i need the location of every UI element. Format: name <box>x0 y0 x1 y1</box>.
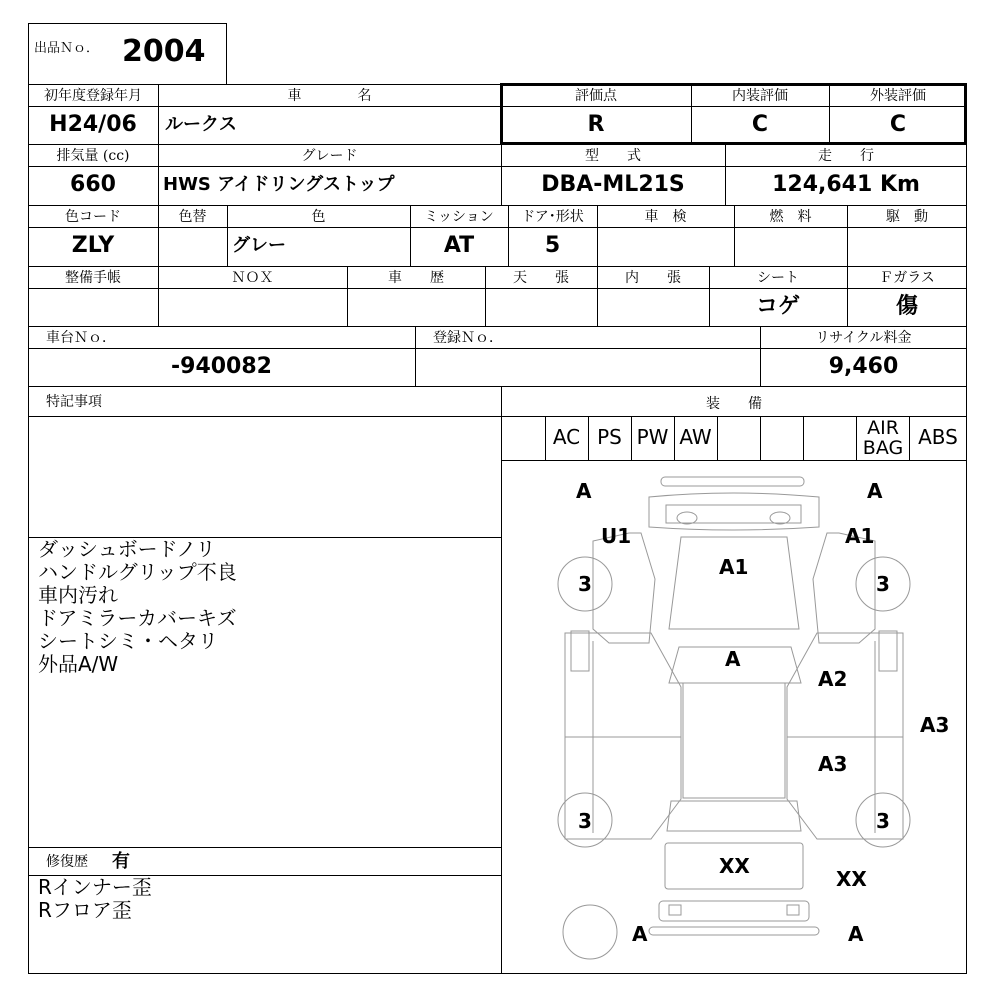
remark-line: ドアミラーカバーキズ <box>38 606 237 630</box>
damage-mark: XX <box>719 854 750 878</box>
car-name-label: 車 名 <box>287 88 372 104</box>
damage-mark: U1 <box>601 524 632 548</box>
interior-label: 内装評価 <box>732 88 788 104</box>
service-label: 整備手帳 <box>65 270 121 286</box>
nox-label: ＮＯＸ <box>231 270 274 286</box>
damage-mark: 3 <box>876 572 890 596</box>
damage-mark: A <box>848 922 864 946</box>
remark-line: 外品A/W <box>38 652 119 676</box>
damage-mark: A <box>576 479 592 503</box>
color-value: グレー <box>232 235 286 256</box>
repair-value: 有 <box>112 851 130 872</box>
spare-tire-circle <box>563 905 617 959</box>
repair-label: 修復歴 <box>46 854 88 870</box>
mileage-label: 走 行 <box>818 148 874 164</box>
recycle-value: 9,460 <box>828 354 899 379</box>
equip-pw: PW <box>636 425 669 449</box>
seat-label: シート <box>757 270 799 286</box>
cc-label: 排気量 (cc) <box>56 148 130 164</box>
remark-line: 車内汚れ <box>38 583 118 607</box>
grade-label: グレード <box>301 148 358 164</box>
equip-ps: PS <box>597 425 622 449</box>
inspection-label: 車 検 <box>644 209 687 225</box>
chassis-label: 車台Ｎｏ． <box>46 330 116 346</box>
chassis-value: -940082 <box>171 354 272 379</box>
door-label: ドア･形状 <box>521 209 584 225</box>
model-label: 型 式 <box>585 148 641 164</box>
repaint-label: 色替 <box>178 209 207 225</box>
mission-label: ミッション <box>424 209 494 225</box>
damage-mark: A <box>867 479 883 503</box>
equip-ac: AC <box>552 425 581 449</box>
damage-mark: XX <box>836 867 867 891</box>
model-value: DBA-ML21S <box>541 172 685 197</box>
recycle-label: リサイクル料金 <box>815 330 912 346</box>
damage-mark: A3 <box>920 713 950 737</box>
equip-aw: AW <box>679 425 712 449</box>
reg-label: 登録Ｎｏ． <box>433 330 503 346</box>
damage-mark: A2 <box>818 667 848 691</box>
colorcode-label: 色コード <box>65 209 121 225</box>
lot-number: 2004 <box>122 34 206 69</box>
damage-mark: A3 <box>818 752 848 776</box>
car-name-value: ルークス <box>165 114 237 135</box>
damage-mark: A1 <box>845 524 875 548</box>
score-value: R <box>587 112 605 137</box>
repair-line: Rインナー歪 <box>38 875 152 899</box>
equip-abs: ABS <box>918 425 958 449</box>
grade-value: HWS アイドリングストップ <box>163 174 395 195</box>
colorcode-value: ZLY <box>71 233 115 258</box>
remarks-label: 特記事項 <box>46 394 102 410</box>
damage-mark: A1 <box>719 555 749 579</box>
lot-label: 出品Ｎｏ． <box>34 41 100 56</box>
drive-label: 駆 動 <box>886 209 928 225</box>
history-label: 車 歴 <box>388 270 444 286</box>
exterior-value: C <box>889 112 907 137</box>
damage-mark: A <box>725 647 741 671</box>
interior-value: C <box>751 112 769 137</box>
remark-line: シートシミ・ヘタリ <box>38 629 218 653</box>
color-label: 色 <box>311 209 326 225</box>
damage-mark: 3 <box>578 809 592 833</box>
seat-value: コゲ <box>755 294 800 319</box>
year-label: 初年度登録年月 <box>44 88 142 104</box>
remark-line: ダッシュボードノリ <box>38 537 216 561</box>
repair-line: Rフロア歪 <box>38 898 132 922</box>
cc-value: 660 <box>70 172 116 197</box>
car-diagram <box>501 461 967 974</box>
glass-label: Ｆガラス <box>879 270 935 286</box>
fuel-label: 燃 料 <box>769 209 812 225</box>
equipment-label: 装 備 <box>706 396 762 412</box>
year-value: H24/06 <box>49 112 137 137</box>
mission-value: AT <box>443 233 475 258</box>
equip-airbag: AIR BAG <box>862 417 904 459</box>
damage-mark: A <box>632 922 648 946</box>
lining-label: 内 張 <box>625 270 681 286</box>
remark-line: ハンドルグリップ不良 <box>38 560 237 584</box>
roof-label: 天 張 <box>513 270 569 286</box>
damage-mark: 3 <box>876 809 890 833</box>
door-value: 5 <box>544 233 561 258</box>
glass-value: 傷 <box>895 294 918 319</box>
score-label: 評価点 <box>575 88 617 104</box>
damage-mark: 3 <box>578 572 592 596</box>
mileage-value: 124,641 Km <box>772 172 920 197</box>
exterior-label: 外装評価 <box>870 88 926 104</box>
